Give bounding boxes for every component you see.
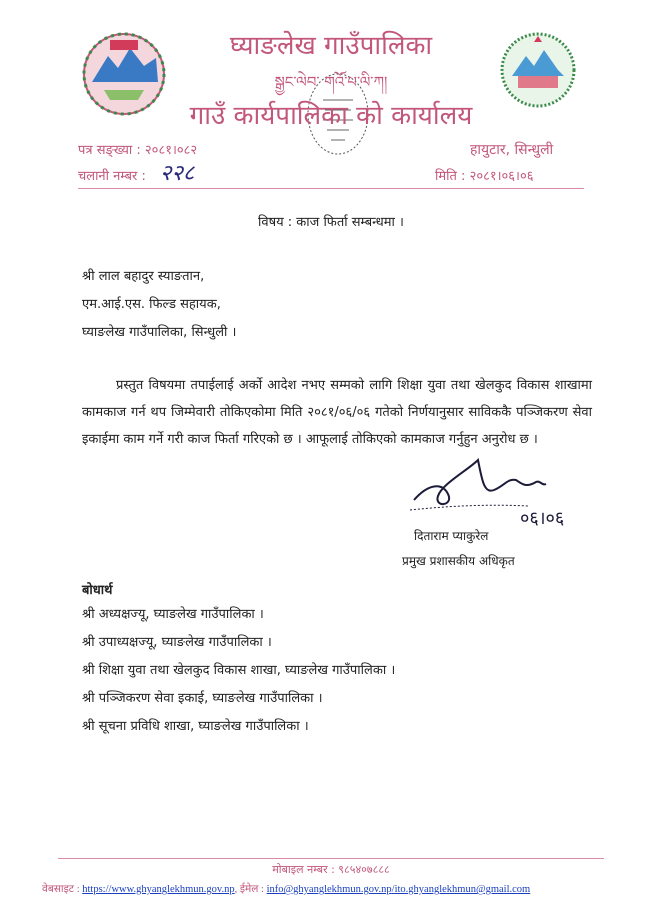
addressee-line: एम.आई.एस. फिल्ड सहायक,	[82, 297, 221, 312]
municipality-name-tibetan: སྒྱང་ལེབ་ གའོ་པ་ལི་ཀ།	[274, 73, 388, 91]
cc-item: श्री उपाध्यक्षज्यू, घ्याङलेख गाउँपालिका ।	[82, 635, 272, 650]
website-label: वेबसाइट :	[42, 884, 83, 895]
email-label: , ईमेल :	[234, 884, 267, 895]
header-divider	[78, 188, 584, 189]
addressee-line: घ्याङलेख गाउँपालिका, सिन्धुली ।	[82, 325, 237, 340]
signatory-title: प्रमुख प्रशासकीय अधिकृत	[402, 554, 515, 568]
office-name: गाउँ कार्यपालिका को कार्यालय	[189, 101, 473, 131]
signature-icon	[408, 450, 588, 530]
addressee-line: श्री लाल बहादुर स्याङतान,	[82, 269, 205, 284]
email-link[interactable]: info@ghyanglekhmun.gov.np	[266, 884, 392, 895]
cc-heading: बोधार्थ	[82, 583, 113, 598]
footer-divider	[58, 858, 604, 859]
signatory-name: दिताराम प्याकुरेल	[414, 529, 489, 543]
cc-item: श्री पञ्जिकरण सेवा इकाई, घ्याङलेख गाउँपालिका ।	[82, 691, 323, 706]
municipality-name: घ्याङलेख गाउँपालिका	[229, 31, 433, 61]
email-link-secondary[interactable]: /ito.ghyanglekhmun@gmail.com	[391, 884, 531, 895]
dispatch-label: चलानी नम्बर :	[78, 169, 146, 184]
footer-contact	[42, 882, 530, 896]
footer-mobile: मोबाइल नम्बर : ९८५४०७८८८	[272, 863, 390, 876]
cc-item: श्री शिक्षा युवा तथा खेलकुद विकास शाखा, घ्याङलेख गाउँपालिका ।	[82, 663, 396, 678]
subject-line: विषय : काज फिर्ता सम्बन्धमा ।	[258, 215, 404, 230]
website-link[interactable]: https://www.ghyanglekhmun.gov.np	[82, 884, 235, 895]
dispatch-number: २२८	[160, 161, 195, 186]
letter-body: प्रस्तुत विषयमा तपाईलाई अर्को आदेश नभए सम्मको लागि शिक्षा युवा तथा खेलकुद विकास शाखामा कामकाज गर्न थप जिम्मेवारी तोकिएकोमा मिति २०८१/०६/०६ गतेको निर्णयानुसार साविककै पञ्जिकरण सेवा इकाईमा काम गर्ने गरी काज फिर्ता गरिएको छ । आफूलाई तोकिएको कामकाज गर्नुहुन अनुरोध छ ।	[82, 378, 592, 447]
cc-item: श्री सूचना प्रविधि शाखा, घ्याङलेख गाउँपालिका ।	[82, 719, 309, 734]
reference-number: पत्र सङ्ख्या : २०८१।०८२	[78, 143, 198, 158]
svg-text:०६।०६: ०६।०६	[520, 508, 565, 529]
office-location: हायुटार, सिन्धुली	[470, 142, 554, 158]
letter-date: मिति : २०८१।०६।०६	[435, 169, 534, 184]
cc-item: श्री अध्यक्षज्यू, घ्याङलेख गाउँपालिका ।	[82, 607, 264, 622]
